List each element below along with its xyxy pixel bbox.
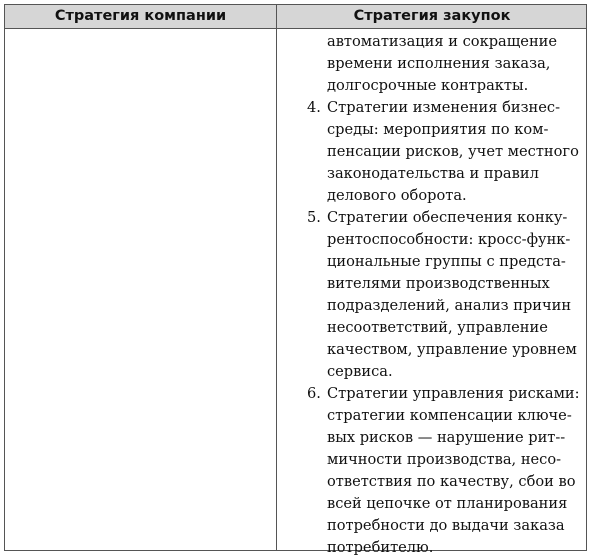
- list-item-line: среды: мероприятия по ком-: [327, 121, 549, 138]
- list-item-number: 4.: [307, 99, 321, 116]
- list-item-line: ответствия по качеству, сбои во: [327, 473, 576, 490]
- continuation-line: долгосрочные контракты.: [327, 77, 529, 94]
- header-company-strategy: Стратегия компании: [54, 8, 227, 24]
- list-item-line: подразделений, анализ причин: [327, 297, 572, 314]
- list-item-line: пенсации рисков, учет местного: [327, 143, 579, 160]
- list-item-line: сервиса.: [327, 363, 393, 380]
- list-item-number: 6.: [307, 385, 321, 402]
- continuation-line: автоматизация и сокращение: [327, 33, 558, 50]
- list-item-line: Стратегии управления рисками:: [327, 385, 580, 402]
- list-item-line: вителями производственных: [327, 275, 550, 292]
- list-item-line: рентоспособности: кросс-функ-: [327, 231, 571, 248]
- list-item-line: несоответствий, управление: [327, 319, 548, 336]
- list-item-line: Стратегии обеспечения конку-: [327, 209, 568, 226]
- table-header-row: [5, 5, 586, 29]
- header-purchasing-strategy: Стратегия закупок: [353, 8, 511, 24]
- strategy-table: [4, 4, 587, 556]
- list-item-line: потребности до выдачи заказа: [327, 517, 565, 534]
- list-item-number: 5.: [307, 209, 321, 226]
- list-item-line: качеством, управление уровнем: [327, 341, 577, 358]
- list-item-line: потребителю.: [327, 539, 434, 556]
- list-item-line: Стратегии изменения бизнес-: [327, 99, 561, 116]
- list-item-line: делового оборота.: [327, 187, 467, 204]
- purchasing-strategy-cell: [277, 29, 586, 556]
- list-item-line: законодательства и правил: [327, 165, 539, 182]
- company-strategy-cell: [5, 29, 276, 550]
- list-item-line: вых рисков — нарушение рит--: [327, 429, 566, 446]
- list-item-line: циональные группы с предста-: [327, 253, 566, 270]
- list-item-line: мичности производства, несо-: [327, 451, 562, 468]
- list-item-line: стратегии компенсации ключе-: [327, 407, 572, 424]
- list-item-line: всей цепочке от планирования: [327, 495, 568, 512]
- continuation-line: времени исполнения заказа,: [327, 55, 551, 72]
